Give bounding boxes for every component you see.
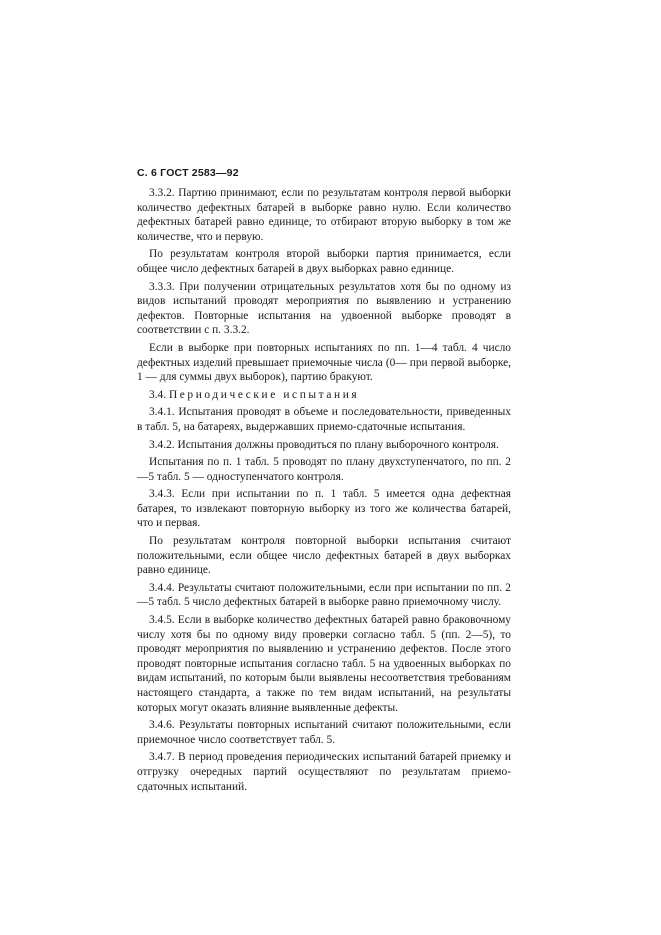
paragraph-3-4-4: 3.4.4. Результаты считают положительными, если при испытании по пп. 2—5 табл. 5 число дефектных батарей в выборке равно приемочному числу. <box>137 581 511 609</box>
document-body <box>137 186 511 797</box>
paragraph-3-4-7: 3.4.7. В период проведения периодических испытаний батарей приемку и отгрузку очередных партий осуществляют по результатам приемо-сдаточных испытаний. <box>137 751 511 793</box>
paragraph-3-3-3: 3.3.3. При получении отрицательных результатов хотя бы по одному из видов испытаний проводят мероприятия по выявлению и устранению дефектов. Повторные испытания на удвоенной выборке проводят в соответствии с п. 3.3.2. <box>137 280 511 337</box>
paragraph-reject-condition: Если в выборке при повторных испытаниях по пп. 1—4 табл. 4 число дефектных изделий превышает приемочные числа (0— при первой выборке, 1 — для суммы двух выборок), партию бракуют. <box>137 341 511 384</box>
section-heading <box>137 388 511 403</box>
paragraph-3-4-1: 3.4.1. Испытания проводят в объеме и последовательности, приведенных в табл. 5, на батареях, выдержавших приемо-сдаточные испытания. <box>137 406 511 433</box>
paragraph-3-4-5: 3.4.5. Если в выборке количество дефектных батарей равно браковочному числу хотя бы по одному виду проверки согласно табл. 5 (пп. 2—5), то проводят мероприятия по выявлению и устранению дефектов. После этого проводят повторные испытания согласно табл. 5 на удвоенных выборках по видам испытаний, по которым были выявлены несоответствия требованиям настоящего стандарта, а также по тем видам испытаний, на результаты которых могут оказать влияние выявленные дефекты. <box>137 614 511 714</box>
section-title: Периодические испытания <box>168 388 360 401</box>
paragraph-3-4-6: 3.4.6. Результаты повторных испытаний считают положительными, если приемочное число соответствует табл. 5. <box>137 719 511 746</box>
paragraph-repeat-sample: По результатам контроля повторной выборки испытания считают положительными, если общее число дефектных батарей в двух выборках равно единице. <box>137 535 511 577</box>
page-header: С. 6 ГОСТ 2583—92 <box>137 167 239 179</box>
paragraph-3-4-2: 3.4.2. Испытания должны проводиться по плану выборочного контроля. <box>149 438 499 451</box>
section-number: 3.4. <box>149 388 167 401</box>
paragraph-3-3-2: 3.3.2. Партию принимают, если по результатам контроля первой выборки количество дефектных батарей в выборке равно нулю. Если количество дефектных батарей равно единице, то отбирают вторую выборку в том же количестве, что и первую. <box>137 187 511 243</box>
paragraph-test-plan: Испытания по п. 1 табл. 5 проводят по плану двухступенчатого, по пп. 2—5 табл. 5 — одноступенчатого контроля. <box>137 456 511 483</box>
paragraph-3-4-3: 3.4.3. Если при испытании по п. 1 табл. 5 имеется одна дефектная батарея, то извлекают повторную выборку из того же количества батарей, что и первая. <box>137 488 511 530</box>
paragraph-second-sample: По результатам контроля второй выборки партия принимается, если общее число дефектных батарей в двух выборках равно единице. <box>137 248 511 275</box>
